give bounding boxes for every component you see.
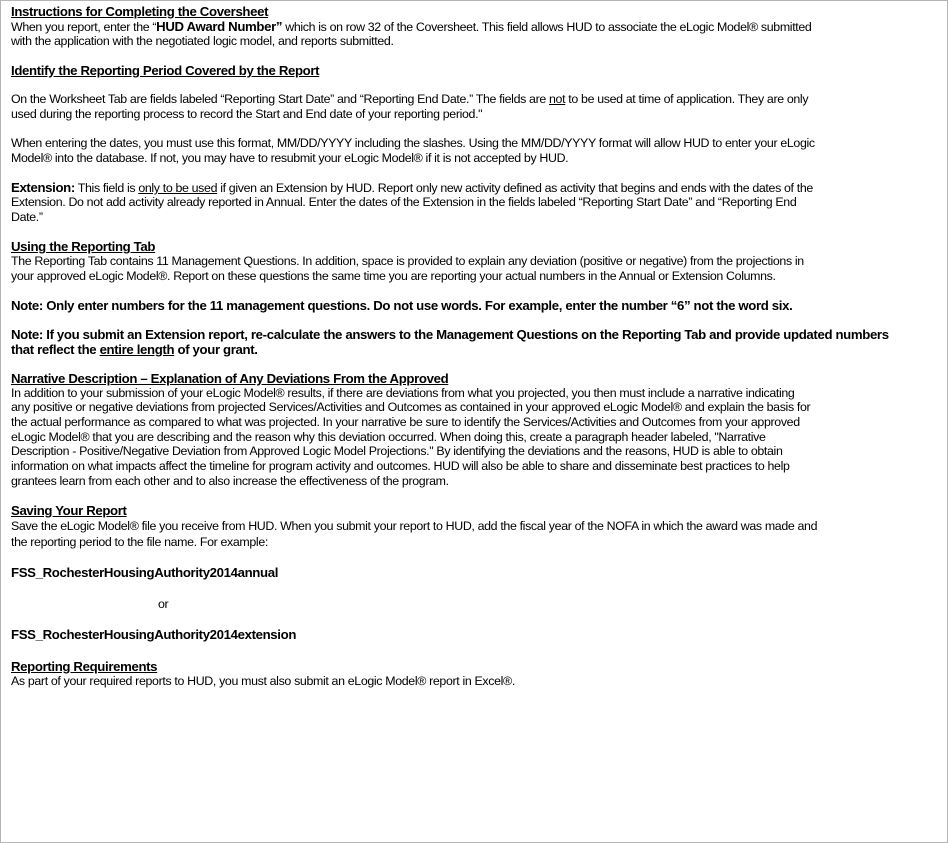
heading-coversheet	[11, 4, 268, 20]
text: Description - Positive/Negative Deviation from Approved Logic Model Projections." By identifying the deviations and the reasons, HUD is able to obtain	[11, 444, 783, 458]
text: Date.”	[11, 210, 43, 224]
text-line	[11, 444, 783, 459]
text: Model® into the database. If not, you may have to resubmit your eLogic Model® if it is not accepted by HUD.	[11, 151, 569, 165]
text: your approved eLogic Model®. Report on these questions the same time you are reporting your actual numbers in the Annual or Extension Columns.	[11, 269, 776, 283]
text-line	[11, 180, 813, 196]
underlined-text: only to be used	[138, 181, 218, 195]
bold-text: HUD Award Number”	[156, 19, 283, 34]
text: which is on row 32 of the Coversheet. This field allows HUD to associate the eLogic Model® submitted	[282, 20, 812, 34]
text: with the application with the negotiated logic model, and reports submitted.	[11, 34, 394, 48]
text: information on what impacts affect the timeline for program activity and outcomes. HUD will also be able to share and disseminate best practices to help	[11, 459, 790, 473]
text: the actual performance as compared to what was projected. In your narrative be sure to identify the Services/Activities and Outcomes from your approved	[11, 415, 800, 429]
text-line	[11, 430, 766, 445]
text: grantees learn from each other and to also increase the effectiveness of the program.	[11, 474, 449, 488]
text: On the Worksheet Tab are fields labeled “Reporting Start Date” and “Reporting End Date.” The fields are	[11, 92, 550, 106]
text-line	[11, 298, 792, 314]
text-line	[11, 386, 794, 401]
text-line	[11, 400, 810, 415]
underlined-text: Instructions for Completing the Coversheet	[11, 4, 269, 19]
heading-requirements	[11, 659, 157, 675]
text-line	[11, 415, 800, 430]
underlined-text: Saving Your Report	[11, 503, 127, 518]
text-line	[11, 519, 817, 534]
text-line	[11, 327, 889, 343]
underlined-text: entire length	[99, 342, 175, 357]
text: Extension. Do not add activity already reported in Annual. Enter the dates of the Extension in the fields labeled “Reporting Start Date” and “Reporting End	[11, 195, 797, 209]
example-extension	[11, 627, 296, 643]
text: to be used at time of application. They are only	[565, 92, 809, 106]
text-line	[11, 269, 776, 284]
text: This field is	[74, 181, 139, 195]
bold-text: FSS_RochesterHousingAuthority2014extension	[11, 627, 297, 642]
text: As part of your required reports to HUD, you must also submit an eLogic Model® report in Excel®.	[11, 674, 515, 688]
bold-text: Note: If you submit an Extension report, re-calculate the answers to the Management Questions on the Reporting Tab and provide updated numbers	[11, 327, 889, 342]
underlined-text: not	[549, 92, 566, 106]
text-line	[11, 535, 268, 550]
heading-narrative	[11, 371, 448, 387]
underlined-text: Narrative Description – Explanation of Any Deviations From the Approved	[11, 371, 449, 386]
text: The Reporting Tab contains 11 Management Questions. In addition, space is provided to explain any deviation (positive or negative) from the projections in	[11, 254, 804, 268]
text-line	[11, 34, 394, 49]
text-line	[11, 107, 482, 122]
heading-saving	[11, 503, 127, 519]
underlined-text: Reporting Requirements	[11, 659, 158, 674]
text-line	[11, 195, 796, 210]
text-line	[11, 151, 568, 166]
bold-text: Extension:	[11, 180, 75, 195]
text: When entering the dates, you must use this format, MM/DD/YYYY including the slashes. Using the MM/DD/YYYY format will allow HUD to enter your eLogic	[11, 136, 815, 150]
text: the reporting period to the file name. For example:	[11, 535, 268, 549]
text-line	[11, 92, 808, 107]
text-line	[11, 136, 815, 151]
text-line	[11, 210, 43, 225]
bold-text: that reflect the	[11, 342, 100, 357]
bold-text: FSS_RochesterHousingAuthority2014annual	[11, 565, 279, 580]
text-line	[11, 254, 804, 269]
text-line	[11, 342, 258, 358]
underlined-text: Identify the Reporting Period Covered by the Report	[11, 63, 320, 78]
text: used during the reporting process to record the Start and End date of your reporting period."	[11, 107, 483, 121]
bold-text: of your grant.	[174, 342, 258, 357]
text: In addition to your submission of your eLogic Model® results, if there are deviations from what you projected, you then must include a narrative indicating	[11, 386, 795, 400]
text-line	[158, 597, 168, 612]
text: When you report, enter the “	[11, 20, 157, 34]
bold-text: Note: Only enter numbers for the 11 management questions. Do not use words. For example, enter the number “6” not the word six.	[11, 298, 793, 313]
text-line	[11, 19, 811, 35]
text: or	[158, 597, 169, 611]
text: eLogic Model® that you are describing and the reason why this deviation occurred. When doing this, create a paragraph header labeled, "Narrative	[11, 430, 766, 444]
text-line	[11, 474, 449, 489]
text-line	[11, 674, 515, 689]
underlined-text: Using the Reporting Tab	[11, 239, 156, 254]
heading-reporting-tab	[11, 239, 155, 255]
text-line	[11, 459, 790, 474]
text: any positive or negative deviations from projected Services/Activities and Outcomes as contained in your approved eLogic Model® and explain the basis for	[11, 400, 811, 414]
text: if given an Extension by HUD. Report only new activity defined as activity that begins and ends with the dates of the	[217, 181, 813, 195]
example-annual	[11, 565, 278, 581]
heading-reporting-period	[11, 63, 319, 79]
text: Save the eLogic Model® file you receive from HUD. When you submit your report to HUD, add the fiscal year of the NOFA in which the award was made and	[11, 519, 818, 533]
